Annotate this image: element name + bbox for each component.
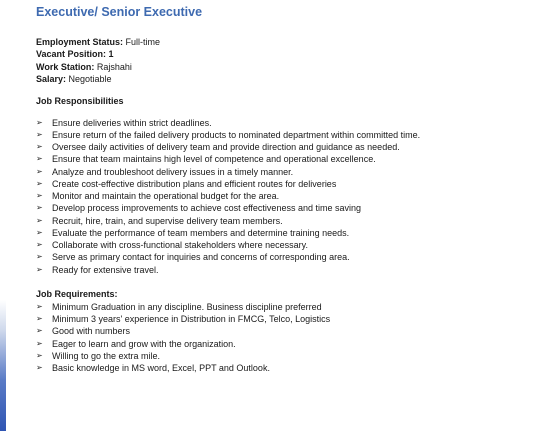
arrow-bullet-icon: ➢ bbox=[36, 264, 43, 274]
arrow-bullet-icon: ➢ bbox=[36, 203, 43, 213]
list-item bbox=[36, 202, 541, 214]
list-item bbox=[36, 190, 541, 202]
list-item-text: Serve as primary contact for inquiries and concerns of corresponding area. bbox=[52, 252, 350, 263]
requirements-list bbox=[36, 301, 541, 375]
list-item bbox=[36, 301, 541, 313]
vacant-position bbox=[36, 48, 541, 60]
arrow-bullet-icon: ➢ bbox=[36, 142, 43, 152]
arrow-bullet-icon: ➢ bbox=[36, 338, 43, 348]
list-item bbox=[36, 166, 541, 178]
list-item-text: Analyze and troubleshoot delivery issues in a timely manner. bbox=[52, 166, 294, 177]
list-item bbox=[36, 178, 541, 190]
list-item-text: Ensure return of the failed delivery products to nominated department within committed time. bbox=[52, 129, 421, 140]
list-item bbox=[36, 362, 541, 374]
list-item-text: Minimum Graduation in any discipline. Business discipline preferred bbox=[52, 301, 322, 312]
employment-status-value: Full-time bbox=[123, 37, 161, 47]
employment-status bbox=[36, 36, 541, 48]
list-item-text: Basic knowledge in MS word, Excel, PPT and Outlook. bbox=[52, 363, 270, 374]
arrow-bullet-icon: ➢ bbox=[36, 314, 43, 324]
list-item-text: Ensure deliveries within strict deadlines. bbox=[52, 117, 212, 128]
arrow-bullet-icon: ➢ bbox=[36, 301, 43, 311]
arrow-bullet-icon: ➢ bbox=[36, 166, 43, 176]
list-item-text: Recruit, hire, train, and supervise delivery team members. bbox=[52, 215, 283, 226]
list-item-text: Develop process improvements to achieve cost effectiveness and time saving bbox=[52, 203, 361, 214]
work-station-value: Rajshahi bbox=[94, 61, 132, 72]
salary bbox=[36, 73, 541, 85]
job-title: Executive/ Senior Executive bbox=[36, 5, 203, 19]
work-station-label: Work Station: bbox=[36, 61, 95, 72]
responsibilities-list bbox=[36, 117, 541, 276]
list-item bbox=[36, 350, 541, 362]
list-item-text: Willing to go the extra mile. bbox=[52, 350, 161, 361]
arrow-bullet-icon: ➢ bbox=[36, 191, 43, 201]
list-item bbox=[36, 153, 541, 165]
list-item bbox=[36, 141, 541, 153]
arrow-bullet-icon: ➢ bbox=[36, 129, 43, 139]
employment-status-label: Employment Status: bbox=[36, 37, 124, 47]
arrow-bullet-icon: ➢ bbox=[36, 252, 43, 262]
arrow-bullet-icon: ➢ bbox=[36, 178, 43, 188]
list-item bbox=[36, 227, 541, 239]
list-item-text: Good with numbers bbox=[52, 326, 131, 337]
arrow-bullet-icon: ➢ bbox=[36, 363, 43, 373]
work-station bbox=[36, 61, 541, 73]
arrow-bullet-icon: ➢ bbox=[36, 117, 43, 127]
arrow-bullet-icon: ➢ bbox=[36, 326, 43, 336]
job-posting bbox=[36, 4, 541, 374]
arrow-bullet-icon: ➢ bbox=[36, 240, 43, 250]
requirements-heading: Job Requirements: bbox=[36, 288, 118, 299]
salary-value: Negotiable bbox=[66, 74, 112, 85]
list-item bbox=[36, 117, 541, 129]
list-item-text: Collaborate with cross-functional stakeholders where necessary. bbox=[52, 240, 308, 251]
arrow-bullet-icon: ➢ bbox=[36, 227, 43, 237]
list-item-text: Eager to learn and grow with the organization. bbox=[52, 338, 236, 349]
list-item bbox=[36, 338, 541, 350]
list-item bbox=[36, 215, 541, 227]
left-accent-bar bbox=[0, 0, 6, 431]
list-item-text: Ensure that team maintains high level of competence and operational excellence. bbox=[52, 154, 376, 165]
arrow-bullet-icon: ➢ bbox=[36, 215, 43, 225]
list-item bbox=[36, 325, 541, 337]
arrow-bullet-icon: ➢ bbox=[36, 154, 43, 164]
salary-label: Salary: bbox=[36, 74, 67, 85]
list-item bbox=[36, 251, 541, 263]
list-item-text: Evaluate the performance of team members and determine training needs. bbox=[52, 227, 350, 238]
list-item bbox=[36, 129, 541, 141]
arrow-bullet-icon: ➢ bbox=[36, 350, 43, 360]
responsibilities-heading: Job Responsibilities bbox=[36, 95, 124, 106]
vacant-position-label: Vacant Position: 1 bbox=[36, 49, 114, 60]
list-item-text: Ready for extensive travel. bbox=[52, 264, 159, 275]
list-item bbox=[36, 313, 541, 325]
list-item bbox=[36, 264, 541, 276]
list-item-text: Oversee daily activities of delivery team and provide direction and guidance as needed. bbox=[52, 142, 400, 153]
list-item bbox=[36, 239, 541, 251]
list-item-text: Create cost-effective distribution plans and efficient routes for deliveries bbox=[52, 178, 337, 189]
list-item-text: Monitor and maintain the operational budget for the area. bbox=[52, 191, 280, 202]
list-item-text: Minimum 3 years' experience in Distribution in FMCG, Telco, Logistics bbox=[52, 314, 331, 325]
